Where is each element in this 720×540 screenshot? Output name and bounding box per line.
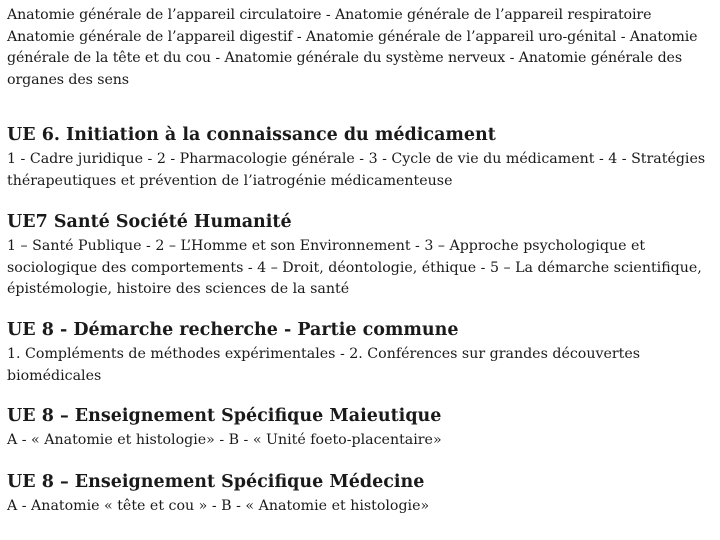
section-body: 1 – Santé Publique - 2 – L’Homme et son Environnement - 3 – Approche psychologique et sociologique des comportements - 4 – Droit, déontologie, éthique - 5 – La démarche scientifique, épistémologie, histoire des sciences de la santé [7,238,702,297]
section-body: 1. Compléments de méthodes expérimentales - 2. Conférences sur grandes découvertes biomédicales [7,346,641,384]
section-body: 1 - Cadre juridique - 2 - Pharmacologie générale - 3 - Cycle de vie du médicament - 4 - Stratégies thérapeutiques et prévention de l’iatrogénie médicamenteuse [7,151,706,189]
section-ue8-recherche [7,319,717,387]
intro-paragraph: Anatomie générale de l’appareil circulatoire - Anatomie générale de l’appareil respiratoire Anatomie générale de l’appareil digestif - Anatomie générale de l’appareil uro-génital - Anatomie générale de la tête et du cou - Anatomie générale du système nerveux - Anatomie générale des organes des sens [7,7,698,88]
section-title: UE 8 – Enseignement Spécifique Maieutique [7,406,442,426]
document-page [7,0,717,514]
section-ue8-maieutique [7,405,717,452]
section-title: UE 8 – Enseignement Spécifique Médecine [7,472,425,492]
section-title: UE 8 - Démarche recherche - Partie commune [7,320,459,340]
section-ue6 [7,124,717,192]
section-title: UE 6. Initiation à la connaissance du médicament [7,125,496,145]
section-body: A - « Anatomie et histologie» - B - « Unité foeto-placentaire» [7,432,442,448]
section-ue7 [7,211,717,301]
section-title: UE7 Santé Société Humanité [7,212,292,232]
section-body: A - Anatomie « tête et cou » - B - « Anatomie et histologie» [7,498,430,514]
section-ue8-medecine [7,471,717,518]
